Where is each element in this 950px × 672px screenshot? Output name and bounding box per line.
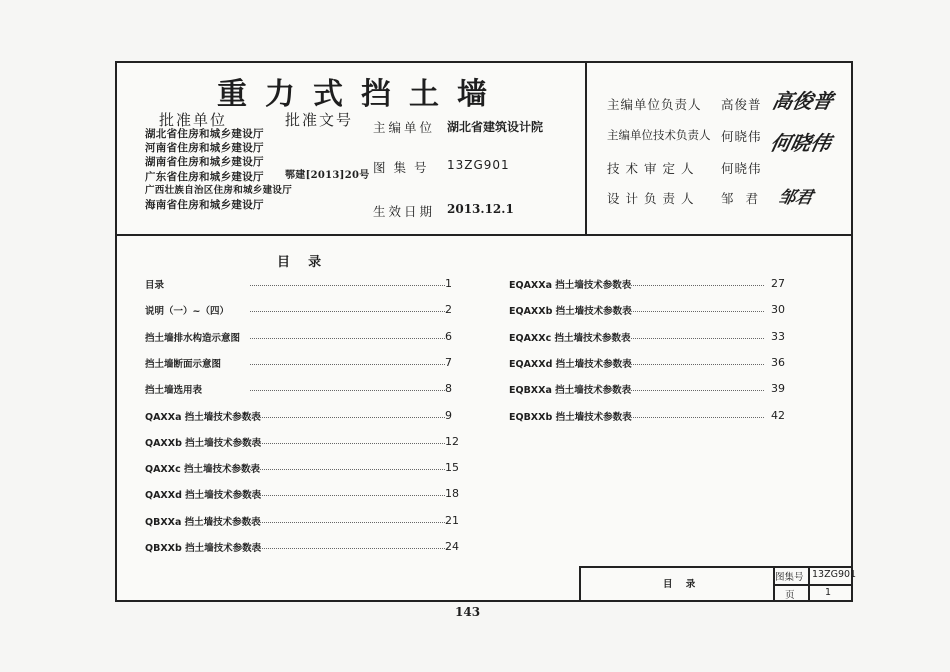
toc-leader-dots	[631, 338, 764, 339]
toc-entry	[145, 460, 465, 476]
resp-name-review: 何晓伟	[721, 161, 762, 176]
atlas-no-value: 13ZG901	[447, 158, 510, 172]
toc-entry	[509, 381, 799, 397]
toc-leader-dots	[631, 285, 764, 286]
header-bottom-rule	[117, 234, 851, 236]
signature-design: 邹君	[776, 188, 815, 208]
toc-entry	[509, 329, 799, 345]
toc-entry	[145, 539, 465, 555]
approval-unit-label: 批准单位	[159, 111, 228, 129]
effective-date-value: 2013.12.1	[447, 202, 514, 216]
effective-date-label: 生效日期	[373, 204, 436, 219]
approval-doc-label: 批准文号	[285, 111, 354, 129]
toc-entry-label: 挡土墙断面示意图	[145, 358, 222, 370]
toc-entry	[145, 276, 465, 292]
toc-entry-page: 1	[445, 277, 452, 290]
toc-leader-dots	[631, 364, 764, 365]
toc-entry-page: 33	[771, 329, 785, 343]
resp-name-design: 邹君	[721, 191, 771, 206]
title-block-top-rule	[579, 566, 851, 568]
toc-entry-label: QBXXb 挡土墙技术参数表	[145, 543, 262, 554]
toc-leader-dots	[250, 311, 445, 312]
toc-entry-page: 42	[771, 408, 785, 422]
toc-entry-page: 27	[771, 277, 785, 290]
toc-entry	[145, 434, 465, 450]
header-divider	[585, 63, 587, 235]
toc-entry	[509, 408, 799, 424]
toc-entry	[145, 486, 465, 502]
toc-leader-dots	[631, 417, 764, 418]
toc-entry	[509, 355, 799, 371]
toc-entry-label: 说明（一）~（四）	[145, 306, 229, 318]
toc-entry-label: EQAXXa 挡土墙技术参数表	[509, 280, 632, 291]
toc-entry	[509, 302, 799, 318]
approval-unit-list	[145, 127, 292, 212]
toc-entry-label: QAXXc 挡土墙技术参数表	[145, 464, 261, 476]
toc-entry-page: 24	[445, 540, 459, 553]
toc-entry-page: 7	[445, 355, 452, 369]
resp-name-tech: 何晓伟	[721, 129, 762, 144]
approval-unit: 广东省住房和城乡建设厅	[145, 170, 264, 183]
approval-unit: 海南省住房和城乡建设厅	[145, 199, 264, 212]
signature-editor: 高俊普	[770, 89, 836, 113]
toc-leader-dots	[250, 469, 445, 470]
toc-entry-label: EQAXXb 挡土墙技术参数表	[509, 306, 632, 318]
toc-entry-page: 36	[771, 355, 785, 369]
approval-unit: 湖北省住房和城乡建设厅	[145, 128, 264, 140]
toc-entry-page: 39	[771, 382, 785, 396]
toc-title: 目 录	[277, 255, 322, 270]
approval-doc-number: 鄂建[2013]20号	[285, 170, 370, 181]
toc-leader-dots	[250, 338, 445, 339]
approval-unit: 广西壮族自治区住房和城乡建设厅	[145, 184, 293, 196]
toc-leader-dots	[250, 417, 445, 418]
toc-entry	[145, 355, 465, 371]
resp-role-review: 技术审定人	[607, 161, 700, 176]
toc-entry-label: 目录	[145, 280, 165, 291]
toc-entry-label: QBXXa 挡土墙技术参数表	[145, 516, 261, 528]
signature-tech: 何晓伟	[768, 131, 834, 155]
title-block-atlas-value: 13ZG901	[812, 569, 857, 580]
title-block-page-value: 1	[825, 587, 832, 598]
title-block-name: 目 录	[663, 579, 696, 590]
toc-entry-label: EQBXXa 挡土墙技术参数表	[509, 385, 632, 397]
resp-role-tech: 主编单位技术负责人	[607, 128, 711, 142]
toc-entry-page: 9	[445, 408, 452, 422]
resp-role-editor: 主编单位负责人	[607, 97, 702, 112]
toc-entry-page: 12	[445, 434, 459, 448]
toc-entry-page: 8	[445, 382, 452, 396]
approval-unit: 河南省住房和城乡建设厅	[145, 142, 264, 155]
toc-entry-page: 6	[445, 329, 452, 343]
toc-leader-dots	[250, 495, 445, 496]
toc-leader-dots	[631, 311, 764, 312]
drawing-sheet	[115, 61, 857, 602]
toc-entry-label: 挡土墙选用表	[145, 385, 203, 397]
toc-entry-label: EQAXXc 挡土墙技术参数表	[509, 332, 631, 344]
toc-leader-dots	[250, 522, 445, 523]
editor-unit-label: 主编单位	[373, 120, 436, 135]
toc-entry-label: QAXXd 挡土墙技术参数表	[145, 490, 262, 502]
toc-entry-page: 18	[445, 487, 459, 501]
title-block-page-label: 页	[785, 590, 795, 601]
toc-leader-dots	[250, 364, 445, 365]
title-block-left-rule	[579, 566, 581, 602]
toc-entry	[145, 381, 465, 397]
atlas-no-label: 图集号	[373, 160, 435, 175]
resp-name-editor: 高俊普	[721, 97, 762, 112]
toc-entry-page: 2	[445, 303, 452, 317]
toc-entry-page: 21	[445, 513, 459, 527]
toc-leader-dots	[250, 390, 445, 391]
toc-entry	[145, 513, 465, 529]
page-title: 重力式挡土墙	[217, 77, 505, 112]
approval-unit: 湖南省住房和城乡建设厅	[145, 156, 264, 169]
toc-leader-dots	[250, 548, 445, 549]
toc-leader-dots	[250, 443, 445, 444]
page-number: 143	[455, 605, 481, 619]
title-block-atlas-label: 图集号	[775, 572, 804, 583]
toc-leader-dots	[250, 285, 445, 286]
resp-role-design: 设计负责人	[607, 191, 700, 206]
toc-entry-page: 30	[771, 303, 785, 317]
toc-entry	[145, 408, 465, 424]
title-block-split-rule	[773, 584, 851, 586]
toc-entry-page: 15	[445, 461, 459, 475]
toc-entry	[145, 329, 465, 345]
toc-entry-label: EQBXXb 挡土墙技术参数表	[509, 411, 632, 423]
toc-entry-label: QAXXa 挡土墙技术参数表	[145, 411, 261, 423]
toc-entry	[509, 276, 799, 292]
toc-entry-label: QAXXb 挡土墙技术参数表	[145, 437, 262, 449]
toc-entry	[145, 302, 465, 318]
toc-leader-dots	[631, 390, 764, 391]
toc-entry-label: EQAXXd 挡土墙技术参数表	[509, 358, 632, 370]
editor-unit-value: 湖北省建筑设计院	[447, 120, 544, 134]
toc-entry-label: 挡土墙排水构造示意图	[145, 332, 241, 344]
